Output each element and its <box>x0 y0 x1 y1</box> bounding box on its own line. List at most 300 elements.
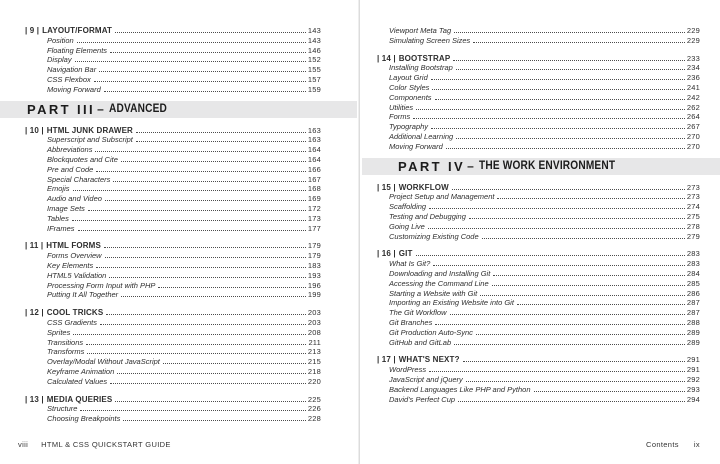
toc-item-entry[interactable] <box>377 318 700 328</box>
page-number: 208 <box>307 327 321 337</box>
dot-leader <box>476 334 685 335</box>
folio-number: ix <box>693 440 700 449</box>
dot-leader <box>433 265 685 266</box>
toc-item-entry[interactable] <box>377 395 700 405</box>
page-number: 294 <box>686 394 700 404</box>
toc-right-column <box>362 0 720 404</box>
page-number: 228 <box>307 414 321 424</box>
page-number: 229 <box>686 26 700 35</box>
page-right <box>362 0 720 464</box>
running-title: HTML & CSS QUICKSTART GUIDE <box>41 440 171 449</box>
page-number: 270 <box>686 141 700 151</box>
page-number: 274 <box>686 202 700 212</box>
left-page-footer <box>18 440 171 449</box>
dot-leader <box>416 255 685 256</box>
toc-chapter-block <box>377 183 700 242</box>
toc-item-entry[interactable] <box>25 377 321 387</box>
page-number: 172 <box>307 203 321 213</box>
dot-leader <box>458 401 685 402</box>
page-number: 292 <box>686 374 700 384</box>
toc-item-entry[interactable] <box>377 132 700 142</box>
page-number: 143 <box>307 35 321 45</box>
toc-item-entry[interactable] <box>25 184 321 194</box>
toc-item-entry[interactable] <box>377 308 700 318</box>
toc-item-entry[interactable] <box>25 65 321 75</box>
dot-leader <box>416 109 685 110</box>
section-label: Transforms <box>47 347 85 357</box>
section-label: Scaffolding <box>389 202 427 212</box>
toc-item-entry[interactable] <box>377 328 700 338</box>
dot-leader <box>428 228 685 229</box>
page-number: 225 <box>307 394 321 404</box>
page-number: 168 <box>307 184 321 194</box>
section-label: Structure <box>47 404 78 414</box>
page-number: 289 <box>686 327 700 337</box>
part-dash: – <box>467 159 474 174</box>
section-label: Viewport Meta Tag <box>389 26 452 35</box>
chapter-title: HTML FORMS <box>46 241 101 251</box>
dot-leader <box>86 344 306 345</box>
section-label: CSS Gradients <box>47 317 98 327</box>
page-number: 169 <box>307 194 321 204</box>
section-label: Choosing Breakpoints <box>47 414 121 424</box>
toc-item-entry[interactable] <box>25 135 321 145</box>
dot-leader <box>136 132 306 133</box>
dot-leader <box>113 181 306 182</box>
toc-left-column <box>0 0 357 424</box>
dot-leader <box>72 220 306 221</box>
chapter-title: GIT <box>398 249 413 259</box>
dot-leader <box>105 257 306 258</box>
page-number: 159 <box>307 84 321 94</box>
section-label: Project Setup and Management <box>389 192 495 202</box>
section-label: Tables <box>47 213 69 223</box>
toc-item-entry[interactable] <box>377 83 700 93</box>
toc-item-entry[interactable] <box>377 279 700 289</box>
page-number: 291 <box>686 365 700 375</box>
page-number: 143 <box>307 26 321 35</box>
page-number: 233 <box>686 53 700 63</box>
dot-leader <box>482 238 685 239</box>
page-number: 291 <box>686 355 700 365</box>
section-label: IFrames <box>47 223 75 233</box>
toc-item-entry[interactable] <box>25 145 321 155</box>
toc-item-entry[interactable] <box>377 269 700 279</box>
toc-chapter-entry[interactable] <box>377 183 700 193</box>
section-label: GitHub and GitLab <box>389 337 452 347</box>
dot-leader <box>109 277 306 278</box>
toc-item-entry[interactable] <box>377 202 700 212</box>
section-label: Key Elements <box>47 260 94 270</box>
dot-leader <box>73 190 306 191</box>
page-number: 241 <box>686 82 700 92</box>
toc-item-entry[interactable] <box>25 338 321 348</box>
toc-item-entry[interactable] <box>377 36 700 46</box>
toc-item-entry[interactable] <box>377 142 700 152</box>
dot-leader <box>429 371 685 372</box>
chapter-number: | 11 | <box>25 241 44 251</box>
page-number: 283 <box>686 249 700 259</box>
chapter-title: LAYOUT/FORMAT <box>42 26 113 35</box>
page-number: 273 <box>686 192 700 202</box>
section-label: Calculated Values <box>47 376 108 386</box>
section-label: Color Styles <box>389 82 430 92</box>
section-label: Going Live <box>389 221 425 231</box>
page-number: 270 <box>686 131 700 141</box>
toc-item-entry[interactable] <box>25 414 321 424</box>
dot-leader <box>452 189 685 190</box>
toc-item-entry[interactable] <box>25 357 321 367</box>
part-heading <box>362 158 720 175</box>
toc-item-entry[interactable] <box>25 75 321 85</box>
page-number: 287 <box>686 308 700 318</box>
page-number: 166 <box>307 164 321 174</box>
toc-item-entry[interactable] <box>25 318 321 328</box>
toc-chapter-entry[interactable] <box>377 355 700 365</box>
dot-leader <box>431 79 685 80</box>
toc-item-entry[interactable] <box>25 271 321 281</box>
chapter-number: | 12 | <box>25 308 44 318</box>
toc-item-entry[interactable] <box>25 204 321 214</box>
dot-leader <box>454 344 685 345</box>
dot-leader <box>492 285 685 286</box>
toc-item-entry[interactable] <box>25 328 321 338</box>
section-label: WordPress <box>389 365 427 375</box>
dot-leader <box>94 81 306 82</box>
section-label: Transitions <box>47 337 84 347</box>
page-number: 288 <box>686 317 700 327</box>
section-label: CSS Flexbox <box>47 74 91 84</box>
toc-item-entry[interactable] <box>25 367 321 377</box>
toc-item-entry[interactable] <box>377 385 700 395</box>
page-number: 278 <box>686 221 700 231</box>
toc-item-entry[interactable] <box>377 122 700 132</box>
page-number: 289 <box>686 337 700 347</box>
chapter-title: MEDIA QUERIES <box>46 394 113 404</box>
dot-leader <box>450 314 685 315</box>
chapter-title: HTML JUNK DRAWER <box>46 125 133 135</box>
page-number: 284 <box>686 268 700 278</box>
section-label: Emojis <box>47 184 70 194</box>
page-number: 173 <box>307 213 321 223</box>
section-label: Keyframe Animation <box>47 366 115 376</box>
part-number-label: PART IV <box>398 158 466 174</box>
page-number: 163 <box>307 125 321 135</box>
dot-leader <box>432 89 684 90</box>
page-number: 262 <box>686 102 700 112</box>
page-number: 146 <box>307 45 321 55</box>
toc-chapter-entry[interactable] <box>25 26 321 36</box>
section-label: Git Branches <box>389 317 433 327</box>
page-number: 286 <box>686 288 700 298</box>
dot-leader <box>453 60 685 61</box>
dot-leader <box>96 267 306 268</box>
toc-item-entry[interactable] <box>25 165 321 175</box>
section-label: Backend Languages Like PHP and Python <box>389 384 531 394</box>
toc-item-entry[interactable] <box>25 214 321 224</box>
dot-leader <box>80 410 305 411</box>
toc-chapter-block <box>25 26 321 95</box>
dot-leader <box>463 361 685 362</box>
section-label: The Git Workflow <box>389 308 447 318</box>
toc-chapter-block <box>25 126 321 234</box>
toc-item-entry[interactable] <box>377 26 700 36</box>
toc-item-entry[interactable] <box>25 224 321 234</box>
dot-leader <box>106 314 306 315</box>
dot-leader <box>413 118 685 119</box>
dot-leader <box>115 32 306 33</box>
section-label: Typography <box>389 122 429 132</box>
section-label: Installing Bootstrap <box>389 63 453 73</box>
section-label: David's Perfect Cup <box>389 394 456 404</box>
dot-leader <box>456 138 685 139</box>
dot-leader <box>117 373 306 374</box>
section-label: HTML5 Validation <box>47 270 107 280</box>
toc-chapter-block <box>377 355 700 404</box>
page-number: 275 <box>686 211 700 221</box>
page-number: 203 <box>307 308 321 318</box>
page-number: 220 <box>307 376 321 386</box>
right-page-footer <box>646 440 700 449</box>
chapter-title: COOL TRICKS <box>46 308 104 318</box>
toc-item-entry[interactable] <box>25 194 321 204</box>
page-number: 213 <box>307 347 321 357</box>
part-dash: – <box>97 102 104 117</box>
part-title: THE WORK ENVIRONMENT <box>478 160 616 173</box>
dot-leader <box>104 91 306 92</box>
section-label: Overlay/Modal Without JavaScript <box>47 357 160 367</box>
toc-item-entry[interactable] <box>377 212 700 222</box>
section-label: Forms Overview <box>47 251 102 261</box>
dot-leader <box>104 247 306 248</box>
page-number: 229 <box>686 35 700 45</box>
toc-chapter-block <box>377 54 700 152</box>
toc-chapter-block <box>25 241 321 300</box>
toc-item-entry[interactable] <box>377 103 700 113</box>
toc-chapter-entry[interactable] <box>25 308 321 318</box>
chapter-number: | 10 | <box>25 125 44 135</box>
dot-leader <box>480 295 685 296</box>
dot-leader <box>466 381 685 382</box>
section-label: Downloading and Installing Git <box>389 268 491 278</box>
dot-leader <box>100 324 306 325</box>
toc-item-entry[interactable] <box>25 85 321 95</box>
page-number: 164 <box>307 145 321 155</box>
page-number: 157 <box>307 74 321 84</box>
dot-leader <box>121 161 306 162</box>
chapter-number: | 9 | <box>25 26 40 35</box>
page-number: 293 <box>686 384 700 394</box>
toc-item-entry[interactable] <box>377 232 700 242</box>
page-number: 279 <box>686 231 700 241</box>
page-number: 167 <box>307 174 321 184</box>
page-number: 242 <box>686 92 700 102</box>
part-number-label: PART III <box>27 101 96 117</box>
section-label: Sprites <box>47 327 71 337</box>
chapter-title: WHAT'S NEXT? <box>398 355 460 365</box>
toc-item-entry[interactable] <box>25 55 321 65</box>
page-number: 199 <box>307 290 321 300</box>
toc-chapter-entry[interactable] <box>25 241 321 251</box>
dot-leader <box>96 171 306 172</box>
chapter-number: | 13 | <box>25 394 44 404</box>
page-number: 287 <box>686 298 700 308</box>
section-label: Audio and Video <box>47 194 102 204</box>
toc-item-entry[interactable] <box>377 365 700 375</box>
page-number: 234 <box>686 63 700 73</box>
dot-leader <box>75 61 306 62</box>
toc-chapter-entry[interactable] <box>377 249 700 259</box>
page-number: 203 <box>307 317 321 327</box>
section-label: Forms <box>389 112 411 122</box>
section-label: Display <box>47 55 72 65</box>
toc-item-entry[interactable] <box>377 112 700 122</box>
page-number: 196 <box>307 280 321 290</box>
page-number: 179 <box>307 241 321 251</box>
section-label: Floating Elements <box>47 45 108 55</box>
dot-leader <box>95 151 305 152</box>
section-label: Pre and Code <box>47 164 94 174</box>
dot-leader <box>123 420 305 421</box>
dot-leader <box>87 353 306 354</box>
section-label: Testing and Debugging <box>389 211 466 221</box>
toc-item-entry[interactable] <box>25 175 321 185</box>
toc-chapter-entry[interactable] <box>25 395 321 405</box>
page-number: 218 <box>307 366 321 376</box>
dot-leader <box>435 324 685 325</box>
toc-item-entry[interactable] <box>25 155 321 165</box>
section-label: Moving Forward <box>47 84 101 94</box>
section-label: Utilities <box>389 102 414 112</box>
page-number: 211 <box>308 337 321 347</box>
toc-item-entry[interactable] <box>377 192 700 202</box>
toc-item-entry[interactable] <box>25 404 321 414</box>
toc-item-entry[interactable] <box>25 36 321 46</box>
toc-item-entry[interactable] <box>377 93 700 103</box>
folio-number: viii <box>18 440 29 449</box>
dot-leader <box>497 198 684 199</box>
section-label: Additional Learning <box>389 131 454 141</box>
dot-leader <box>534 391 685 392</box>
page-number: 236 <box>686 73 700 83</box>
chapter-number: | 17 | <box>377 355 396 365</box>
section-label: What Is Git? <box>389 259 431 269</box>
section-label: Superscript and Subscript <box>47 135 133 145</box>
dot-leader <box>163 363 306 364</box>
toc-item-entry[interactable] <box>25 347 321 357</box>
toc-item-entry[interactable] <box>377 338 700 348</box>
chapter-number: | 16 | <box>377 249 396 259</box>
dot-leader <box>88 210 306 211</box>
toc-chapter-entry[interactable] <box>377 54 700 64</box>
section-label: Starting a Website with Git <box>389 288 478 298</box>
dot-leader <box>517 304 685 305</box>
dot-leader <box>454 32 685 33</box>
page-number: 152 <box>307 55 321 65</box>
dot-leader <box>78 230 306 231</box>
toc-item-entry[interactable] <box>377 289 700 299</box>
section-label: Git Production Auto-Sync <box>389 327 473 337</box>
part-heading <box>0 101 357 118</box>
page-number: 179 <box>307 251 321 261</box>
dot-leader <box>456 69 685 70</box>
toc-item-entry[interactable] <box>25 251 321 261</box>
section-label: Image Sets <box>47 203 85 213</box>
section-label: Simulating Screen Sizes <box>389 35 471 45</box>
toc-item-entry[interactable] <box>377 73 700 83</box>
dot-leader <box>73 334 306 335</box>
chapter-number: | 15 | <box>377 182 396 192</box>
toc-item-entry[interactable] <box>377 298 700 308</box>
dot-leader <box>99 71 306 72</box>
page-number: 183 <box>307 260 321 270</box>
toc-item-entry[interactable] <box>25 290 321 300</box>
page-number: 155 <box>307 65 321 75</box>
toc-continuation-block <box>377 26 700 46</box>
dot-leader <box>115 401 305 402</box>
section-label: Importing an Existing Website into Git <box>389 298 514 308</box>
toc-item-entry[interactable] <box>25 281 321 291</box>
page-number: 177 <box>307 223 321 233</box>
page-number: 285 <box>686 278 700 288</box>
section-label: Layout Grid <box>389 73 428 83</box>
toc-item-entry[interactable] <box>377 222 700 232</box>
dot-leader <box>446 148 685 149</box>
section-label: Putting It All Together <box>47 290 119 300</box>
dot-leader <box>431 128 685 129</box>
dot-leader <box>136 141 306 142</box>
toc-item-entry[interactable] <box>377 375 700 385</box>
toc-item-entry[interactable] <box>377 259 700 269</box>
section-label: Special Characters <box>47 174 111 184</box>
section-label: Moving Forward <box>389 141 443 151</box>
chapter-title: BOOTSTRAP <box>398 53 451 63</box>
toc-chapter-block <box>377 249 700 347</box>
toc-item-entry[interactable] <box>25 46 321 56</box>
page-number: 273 <box>686 182 700 192</box>
dot-leader <box>105 200 306 201</box>
section-label: Customizing Existing Code <box>389 231 479 241</box>
section-label: Blockquotes and Cite <box>47 154 118 164</box>
dot-leader <box>121 296 306 297</box>
dot-leader <box>110 52 306 53</box>
section-label: Position <box>47 35 74 45</box>
dot-leader <box>473 42 685 43</box>
page-left <box>0 0 357 464</box>
dot-leader <box>493 275 685 276</box>
dot-leader <box>158 287 306 288</box>
dot-leader <box>110 383 306 384</box>
page-number: 267 <box>686 122 700 132</box>
page-number: 226 <box>307 404 321 414</box>
toc-item-entry[interactable] <box>377 63 700 73</box>
dot-leader <box>429 208 685 209</box>
running-title: Contents <box>646 440 679 449</box>
toc-chapter-block <box>25 308 321 386</box>
dot-leader <box>469 218 685 219</box>
section-label: Navigation Bar <box>47 65 97 75</box>
part-title: ADVANCED <box>108 103 167 116</box>
chapter-number: | 14 | <box>377 53 396 63</box>
chapter-title: WORKFLOW <box>398 182 449 192</box>
dot-leader <box>77 42 306 43</box>
page-number: 193 <box>307 270 321 280</box>
toc-chapter-entry[interactable] <box>25 126 321 136</box>
section-label: JavaScript and jQuery <box>389 374 463 384</box>
page-number: 215 <box>307 357 321 367</box>
toc-item-entry[interactable] <box>25 261 321 271</box>
page-number: 164 <box>307 154 321 164</box>
